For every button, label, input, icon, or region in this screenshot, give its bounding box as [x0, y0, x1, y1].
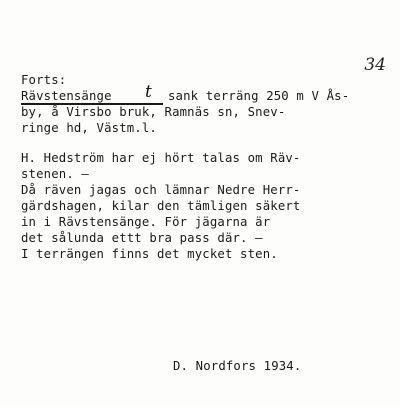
place-name: Rävstensänge	[21, 89, 112, 103]
header-text: Forts:	[21, 73, 67, 87]
paragraph-2-line-5: I terrängen finns det mycket sten.	[21, 247, 278, 261]
paragraph-1-line-1: H. Hedström har ej hört talas om Räv-	[21, 151, 301, 165]
location-line-1: sank terräng 250 m V Ås-	[168, 89, 350, 103]
location-line-2: by, å Virsbo bruk, Ramnäs sn, Snev-	[21, 105, 286, 119]
paragraph-2-line-3: in i Rävstensänge. För jägarna är	[21, 215, 271, 229]
paragraph-2-line-4: det sålunda ettt bra pass där. –	[21, 231, 263, 245]
paragraph-2-line-1: Då räven jagas och lämnar Nedre Herr-	[21, 183, 301, 197]
page-number: 34	[364, 55, 386, 75]
location-line-3: ringe hd, Västm.l.	[21, 121, 157, 135]
paragraph-1-line-2: stenen. –	[21, 167, 89, 181]
paragraph-2-line-2: gärdshagen, kilar den tämligen säkert	[21, 199, 301, 213]
signature: D. Nordfors 1934.	[173, 359, 302, 373]
handwritten-mark: t	[145, 82, 152, 102]
